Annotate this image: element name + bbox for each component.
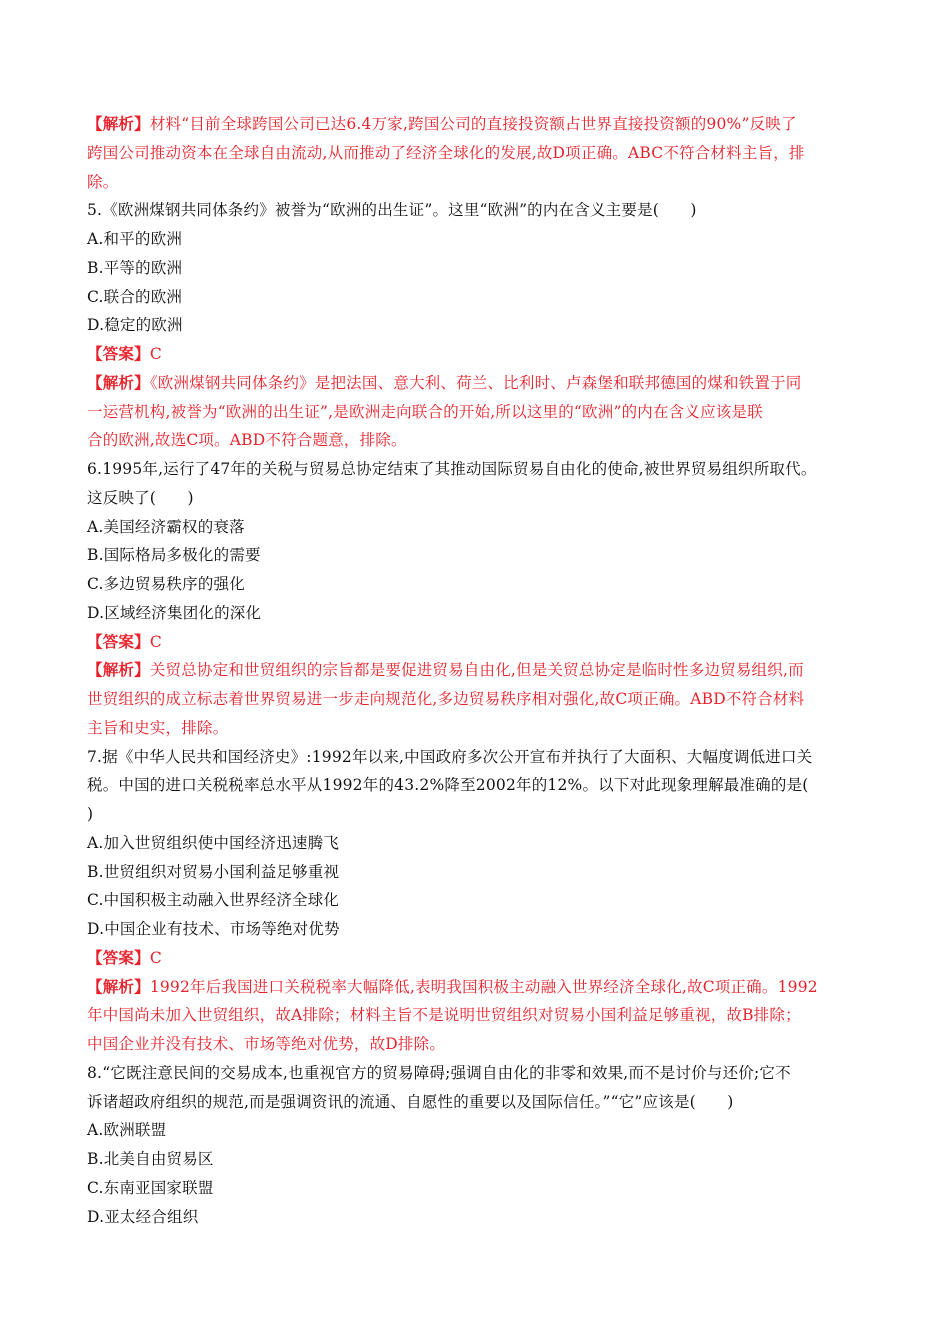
analysis-label: 【解析】	[87, 976, 150, 996]
option-block	[87, 1145, 867, 1174]
document-page	[87, 110, 867, 1231]
option-text: C.多边贸易秩序的强化	[87, 575, 245, 593]
answer-block	[87, 340, 867, 369]
analysis-label: 【解析】	[87, 114, 150, 133]
question-line	[87, 484, 867, 513]
option-line	[87, 858, 867, 887]
option-text: D.中国企业有技术、市场等绝对优势	[87, 920, 340, 938]
option-line	[87, 541, 867, 570]
answer-label: 【答案】	[87, 947, 150, 967]
option-line	[87, 829, 867, 858]
analysis-text: 《欧洲煤钢共同体条约》是把法国、意大利、荷兰、比利时、卢森堡和联邦德国的煤和铁置于同	[149, 373, 802, 392]
analysis-text: 除。	[87, 172, 119, 191]
option-text: A.欧洲联盟	[87, 1121, 167, 1140]
question-line	[87, 800, 867, 829]
analysis-text: 1992年后我国进口关税税率大幅降低,表明我国积极主动融入世界经济全球化,故C项正确。1992	[149, 977, 818, 996]
analysis-text: 世贸组织的成立标志着世界贸易进一步走向规范化,多边贸易秩序相对强化,故C项正确。ABD不符合材料	[87, 690, 805, 708]
option-text: C.东南亚国家联盟	[87, 1178, 214, 1197]
option-block	[87, 599, 867, 628]
analysis-text: 跨国公司推动资本在全球自由流动,从而推动了经济全球化的发展,故D项正确。ABC不符合材料主旨，排	[87, 143, 805, 162]
option-line	[87, 254, 867, 283]
question-line	[87, 455, 867, 484]
analysis-line	[87, 139, 867, 168]
answer-text: C	[149, 948, 162, 967]
answer-label: 【答案】	[87, 344, 150, 363]
option-block	[87, 513, 867, 542]
answer-text: C	[149, 345, 162, 363]
option-block	[87, 254, 867, 283]
analysis-block	[87, 973, 867, 1059]
question-line	[87, 743, 867, 772]
option-text: B.平等的欧洲	[87, 258, 183, 277]
option-line	[87, 225, 867, 254]
analysis-text: 关贸总协定和世贸组织的宗旨都是要促进贸易自由化,但是关贸总协定是临时性多边贸易组织,而	[149, 661, 804, 680]
question-block	[87, 196, 867, 225]
analysis-label: 【解析】	[87, 660, 150, 680]
answer-block	[87, 628, 867, 657]
question-block	[87, 455, 867, 513]
analysis-text: 材料“目前全球跨国公司已达6.4万家,跨国公司的直接投资额占世界直接投资额的90%”反映了	[149, 115, 797, 133]
option-text: D.稳定的欧洲	[87, 316, 183, 335]
option-line	[87, 283, 867, 312]
answer-line	[87, 340, 867, 369]
option-block	[87, 570, 867, 599]
analysis-label: 【解析】	[87, 372, 150, 392]
question-line	[87, 1088, 867, 1117]
option-line	[87, 1145, 867, 1174]
option-block	[87, 1174, 867, 1203]
analysis-line	[87, 1001, 867, 1030]
question-block	[87, 1059, 867, 1117]
analysis-line	[87, 973, 867, 1002]
analysis-line	[87, 685, 867, 714]
analysis-text: 合的欧洲,故选C项。ABD不符合题意，排除。	[87, 431, 407, 450]
analysis-line	[87, 714, 867, 743]
option-block	[87, 915, 867, 944]
analysis-line	[87, 656, 867, 685]
option-text: A.美国经济霸权的衰落	[87, 517, 245, 536]
analysis-block	[87, 656, 867, 742]
option-line	[87, 1203, 867, 1232]
option-line	[87, 599, 867, 628]
question-text: )	[87, 805, 94, 823]
answer-text: C	[149, 632, 162, 651]
question-line	[87, 1059, 867, 1088]
option-line	[87, 513, 867, 542]
option-text: B.世贸组织对贸易小国利益足够重视	[87, 862, 340, 881]
option-line	[87, 1174, 867, 1203]
option-text: C.中国积极主动融入世界经济全球化	[87, 891, 340, 910]
option-block	[87, 311, 867, 340]
option-line	[87, 570, 867, 599]
question-text: 5.《欧洲煤钢共同体条约》被誉为“欧洲的出生证”。这里“欧洲”的内在含义主要是( )	[87, 201, 697, 220]
option-block	[87, 886, 867, 915]
option-text: B.国际格局多极化的需要	[87, 546, 261, 565]
question-text: 7.据《中华人民共和国经济史》:1992年以来,中国政府多次公开宣布并执行了大面积、大幅度调低进口关	[87, 747, 813, 766]
analysis-block	[87, 110, 867, 196]
option-text: D.亚太经合组织	[87, 1207, 199, 1226]
option-text: C.联合的欧洲	[87, 287, 183, 306]
option-text: B.北美自由贸易区	[87, 1150, 214, 1168]
analysis-line	[87, 369, 867, 398]
question-text: 税。中国的进口关税税率总水平从1992年的43.2%降至2002年的12%。以下对此现象理解最准确的是(	[87, 776, 809, 795]
option-block	[87, 1203, 867, 1232]
analysis-line	[87, 426, 867, 455]
option-line	[87, 915, 867, 944]
option-line	[87, 311, 867, 340]
answer-block	[87, 944, 867, 973]
analysis-text: 年中国尚未加入世贸组织，故A排除；材料主旨不是说明世贸组织对贸易小国利益足够重视，故B排除；	[87, 1006, 801, 1025]
analysis-line	[87, 168, 867, 197]
question-text: 这反映了( )	[87, 488, 194, 507]
analysis-block	[87, 369, 867, 455]
analysis-text: 中国企业并没有技术、市场等绝对优势，故D排除。	[87, 1035, 446, 1053]
answer-line	[87, 944, 867, 973]
question-text: 8.“它既注意民间的交易成本,也重视官方的贸易障碍;强调自由化的非零和效果,而不是讨价与还价;它不	[87, 1063, 791, 1082]
option-text: A.加入世贸组织使中国经济迅速腾飞	[87, 833, 340, 852]
analysis-line	[87, 1030, 867, 1059]
option-line	[87, 1116, 867, 1145]
option-block	[87, 858, 867, 887]
option-line	[87, 886, 867, 915]
analysis-text: 一运营机构,被誉为“欧洲的出生证”,是欧洲走向联合的开始,所以这里的“欧洲”的内在含义应该是联	[87, 402, 763, 421]
option-block	[87, 1116, 867, 1145]
option-text: A.和平的欧洲	[87, 230, 183, 248]
question-text: 诉诸超政府组织的规范,而是强调资讯的流通、自愿性的重要以及国际信任。”“它”应该是( )	[87, 1092, 734, 1111]
analysis-text: 主旨和史实，排除。	[87, 718, 229, 737]
analysis-line	[87, 398, 867, 427]
answer-label: 【答案】	[87, 631, 150, 651]
option-block	[87, 225, 867, 254]
question-line	[87, 196, 867, 225]
option-block	[87, 829, 867, 858]
option-text: D.区域经济集团化的深化	[87, 603, 262, 622]
question-line	[87, 771, 867, 800]
question-text: 6.1995年,运行了47年的关税与贸易总协定结束了其推动国际贸易自由化的使命,被世界贸易组织所取代。	[87, 460, 817, 478]
option-block	[87, 541, 867, 570]
analysis-line	[87, 110, 867, 139]
option-block	[87, 283, 867, 312]
question-block	[87, 743, 867, 829]
answer-line	[87, 628, 867, 657]
